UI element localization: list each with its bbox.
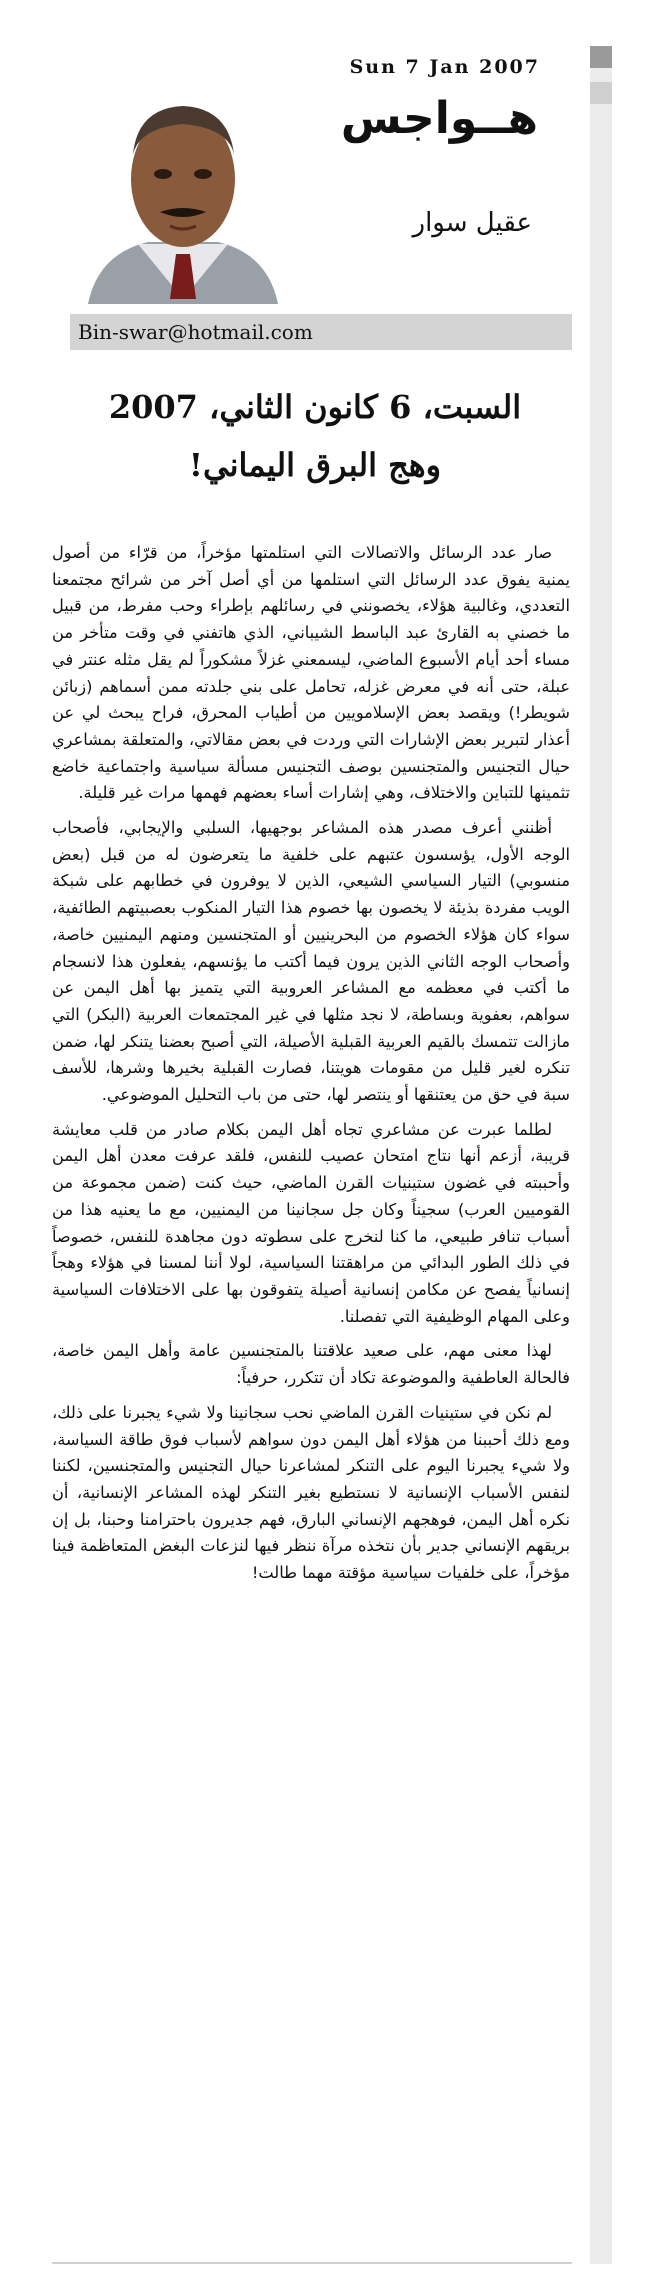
author-name: عقيل سوار xyxy=(412,208,532,238)
author-email[interactable]: Bin-swar@hotmail.com xyxy=(70,314,572,350)
column-name: هــواجس xyxy=(340,93,538,144)
article-paragraph: لم نكن في ستينيات القرن الماضي نحب سجانينا ولا شيء يجبرنا على ذلك، ومع ذلك أحببنا من هؤلاء أهل اليمن دون سواهم لأسباب فوق طاقة السياسة، ولا شيء يجبرنا اليوم على التنكر لمشاعرنا حيال التجنيس والمتجنسين، لكننا لنفس الأسباب الإنسانية لا نستطيع بغير التنكر لهذه المشاعر الإنسانية، أن نكره أهل اليمن، فوهجهم الإنساني البارق، فهم جديرون باحترامنا وحبنا، بل إن بريقهم الإنساني جدير بأن نتخذه مرآة ننظر فيها لنزعات البغض المتعاظمة فينا مؤخراً، على خلفيات سياسية مؤقتة مهما طالت! xyxy=(52,1402,570,1583)
page-margin-bar xyxy=(590,46,612,2264)
margin-square-dark xyxy=(590,46,612,68)
publication-date: Sun 7 Jan 2007 xyxy=(349,56,540,78)
article-paragraph: صار عدد الرسائل والاتصالات التي استلمتها مؤخراً، من قرّاء من أصول يمنية يفوق عدد الرسائل التي استلمها من أي أصل آخر من شرائح مجتمعنا التعددي، وغالبية هؤلاء، يخصونني في رسائلهم بإطراء وحب مفرط، من قبيل ما خصني به القارئ عبد الباسط الشيباني، الذي هاتفني في وقت متأخر من مساء أحد أيام الأسبوع الماضي، ليسمعني غزلاً مشكوراً لم يقل مثله عنتر في عبلة، حتى أنه في معرض غزله، تحامل على بني جلدته ممن أسماهم (زبائن شويطر!) ويقصد بعض الإسلامويين من أطياب المحرق، فراح يبحث لي عن أعذار لتبرير بعض الإشارات التي وردت في بعض مقالاتي، والمتعلقة بمشاعري حيال التجنيس والمتجنسين بوصف التجنيس مسألة سياسية واجتماعية خاضع تثمينها للتباين والاختلاف، وهي إشارات أساء بعضهم فهمها مرات غير قليلة. xyxy=(52,543,570,803)
article-paragraph: لطلما عبرت عن مشاعري تجاه أهل اليمن بكلام صادر من قلب معايشة قريبة، أزعم أنها نتاج امتحان عصيب للنفس، فلقد عرفت معدن أهل اليمن وأحببته في غضون ستينيات القرن الماضي، حيث كنت (ضمن مجموعة من القوميين العرب) سجيناً وكان جل سجانينا من اليمنيين، مع ما يعنيه هذا من أسباب تنافر طبيعي، ما كنا لنخرج على سطوته دون مجاهدة للنفس، خصوصاً في ذلك الطور البدائي من مراهقتنا السياسية، لولا أننا لمسنا في هؤلاء وهجاً إنسانياً يفصح عن مكامن إنسانية أصيلة يتفوقون بها على الاختلافات السياسية وعلى المهام الوظيفية التي تفصلنا. xyxy=(52,1119,570,1326)
bottom-divider xyxy=(52,2262,572,2264)
headline-title-line: وهج البرق اليماني! xyxy=(188,446,442,484)
margin-square-light xyxy=(590,82,612,104)
author-photo xyxy=(78,84,288,304)
article-headline xyxy=(60,378,570,494)
article-paragraph: لهذا معنى مهم، على صعيد علاقتنا بالمتجنسين عامة وأهل اليمن خاصة، فالحالة العاطفية والموضوعة تكاد أن تتكرر، حرفياً: xyxy=(52,1341,570,1388)
headline-date-line: السبت، 6 كانون الثاني، 2007 xyxy=(108,388,522,426)
article-body xyxy=(52,540,570,1595)
article-paragraph: أظنني أعرف مصدر هذه المشاعر بوجهيها، السلبي والإيجابي، فأصحاب الوجه الأول، يؤسسون عتبهم على خلفية ما يتعرضون له من قبل (بعض منسوبي) التيار السياسي الشيعي، الذين لا يوفرون في خطابهم على شبكة الويب مفردة بذيئة لا يخصون بها خصوم هذا التيار المنكوب بعصبيتهم الطائفية، سواء كان هؤلاء الخصوم من البحرينيين أو المتجنسين ومنهم اليمنيين خاصة، وأصحاب الوجه الثاني الذين يرون فيما أكتب ما يؤنسهم، يفعلون هذا لانسجام ما أكتب في معظمه مع المشاعر العروبية التي يتميز بها أهل اليمن عن سواهم، بعفوية وبساطة، لا نجد مثلها في غير المجتمعات العربية (البكر) التي مازالت تتمسك بالقيم العربية القبلية الأصيلة، التي أصبح بعضنا يتنكر لها، ضمن تنكره لغير قليل من مقومات هويتنا، فصارت القبلية بخيرها وشرها، للأسف سبة في حق من يعتنقها أو ينتصر لها، حتى من باب التحليل الموضوعي. xyxy=(52,818,570,1105)
